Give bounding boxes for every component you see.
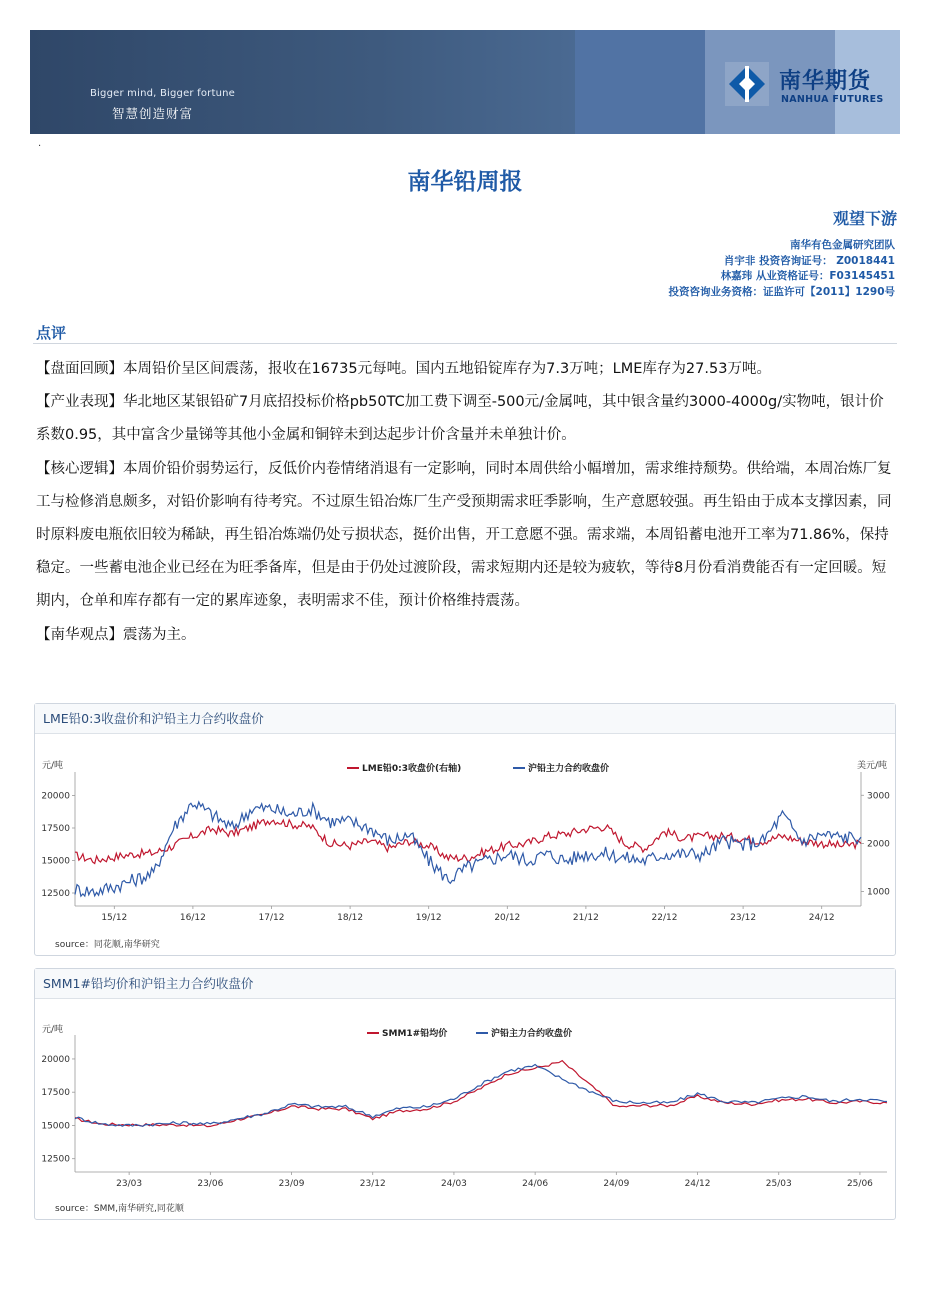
chart-panel-smm [34, 968, 896, 1220]
slogan-english: Bigger mind, Bigger fortune [90, 88, 236, 99]
x-tick-label: 22/12 [651, 913, 678, 923]
report-title: 南华铅周报 [407, 169, 523, 195]
author-line: 林嘉玮 从业资格证号：F03145451 [720, 270, 895, 282]
chart-source: source：SMM,南华研究,同花顺 [55, 1204, 184, 1214]
report-subtitle: 观望下游 [832, 209, 897, 228]
stray-dot: . [38, 138, 42, 149]
legend-label: 沪铅主力合约收盘价 [491, 1029, 573, 1039]
header-banner [30, 30, 900, 134]
chart-title: LME铅0:3收盘价和沪铅主力合约收盘价 [35, 704, 895, 734]
x-tick-label: 23/12 [359, 1179, 386, 1189]
chart-panel-lme [34, 703, 896, 956]
chart-source: source：同花顺,南华研究 [55, 940, 160, 950]
x-tick-label: 23/06 [197, 1179, 224, 1189]
x-tick-label: 15/12 [101, 913, 128, 923]
y-axis-unit-left: 元/吨 [42, 1025, 64, 1035]
x-tick-label: 21/12 [572, 913, 599, 923]
legend-label: SMM1#铅均价 [382, 1029, 448, 1039]
slogan-chinese: 智慧创造财富 [112, 106, 194, 121]
chart-lme-vs-shfe [35, 734, 895, 955]
y-right-tick-label: 1000 [867, 887, 890, 898]
x-tick-label: 25/06 [846, 1179, 873, 1189]
paragraph: 【盘面回顾】本周铅价呈区间震荡，报收在16735元每吨。国内五地铅锭库存为7.3万吨；LME库存为27.53万吨。 [36, 361, 771, 377]
commentary-body [36, 353, 896, 652]
x-tick-label: 24/03 [440, 1179, 467, 1189]
series-line [75, 820, 861, 864]
y-tick-label: 15000 [41, 856, 70, 867]
author-line: 南华有色金属研究团队 [790, 239, 895, 251]
paragraph: 【核心逻辑】本周价铅价弱势运行，反低价内卷情绪消退有一定影响，同时本周供给小幅增加，需求维持颓势。供给端，本周冶炼厂复工与检修消息颇多，对铅价影响有待考究。不过原生铅冶炼厂生产受预期需求旺季影响，生产意愿较强。再生铅由于成本支撑因素，同时原料废电瓶依旧较为稀缺，再生铅冶炼端仍处亏损状态，挺价出售，开工意愿不强。需求端，本周铅蓄电池开工率为71.86%，保持稳定。一些蓄电池企业已经在为旺季备库，但是由于仍处过渡阶段，需求短期内还是较为疲软，等待8月份看消费能否有一定回暖。短期内，仓单和库存都有一定的累库迹象，表明需求不佳，预计价格维持震荡。 [36, 460, 892, 610]
x-tick-label: 24/09 [603, 1179, 630, 1189]
author-line: 肖宇非 投资咨询证号： Z0018441 [723, 254, 895, 267]
series-line [75, 1065, 887, 1127]
y-tick-label: 15000 [41, 1121, 70, 1132]
legend-label: LME铅0:3收盘价(右轴) [362, 764, 462, 774]
author-block [669, 238, 895, 300]
y-tick-label: 12500 [41, 889, 70, 899]
logo-text-chinese: 南华期货 [779, 69, 872, 94]
x-tick-label: 25/03 [765, 1179, 792, 1189]
x-tick-label: 23/09 [278, 1179, 305, 1189]
x-tick-label: 24/12 [684, 1179, 711, 1189]
section-heading: 点评 [36, 324, 67, 342]
x-tick-label: 19/12 [415, 913, 442, 923]
banner-stripe [575, 30, 705, 134]
x-tick-label: 24/12 [808, 913, 835, 923]
y-tick-label: 12500 [41, 1154, 70, 1165]
y-tick-label: 20000 [41, 791, 70, 802]
y-axis-unit-left: 元/吨 [42, 761, 64, 771]
y-tick-label: 17500 [41, 1088, 70, 1099]
paragraph: 【产业表现】华北地区某银铅矿7月底招投标价格pb50TC加工费下调至-500元/金属吨，其中银含量约3000-4000g/实物吨，银计价系数0.95，其中富含少量锑等其他小金属和铜锌未到达起步计价含量并未单独计价。 [36, 394, 884, 444]
logo-text-english: NANHUA FUTURES [781, 94, 884, 105]
y-right-tick-label: 3000 [867, 791, 890, 802]
y-tick-label: 20000 [41, 1054, 70, 1065]
x-tick-label: 18/12 [337, 913, 364, 923]
x-tick-label: 24/06 [522, 1179, 549, 1189]
y-axis-unit-right: 美元/吨 [856, 761, 887, 771]
y-right-tick-label: 2000 [867, 839, 890, 850]
company-logo [725, 60, 895, 110]
chart-smm-vs-shfe [35, 999, 895, 1219]
x-tick-label: 23/03 [116, 1179, 143, 1189]
nanhua-logo-icon [725, 62, 769, 106]
x-tick-label: 17/12 [258, 913, 285, 923]
y-tick-label: 17500 [41, 824, 70, 834]
author-line: 投资咨询业务资格：证监许可【2011】1290号 [668, 285, 895, 298]
chart-title: SMM1#铅均价和沪铅主力合约收盘价 [35, 969, 895, 999]
series-line [75, 1061, 887, 1127]
legend-label: 沪铅主力合约收盘价 [528, 764, 610, 774]
x-tick-label: 16/12 [179, 913, 206, 923]
series-line [75, 802, 861, 896]
paragraph: 【南华观点】震荡为主。 [36, 626, 196, 643]
section-divider [33, 343, 897, 344]
x-tick-label: 20/12 [494, 913, 521, 923]
x-tick-label: 23/12 [730, 913, 757, 923]
